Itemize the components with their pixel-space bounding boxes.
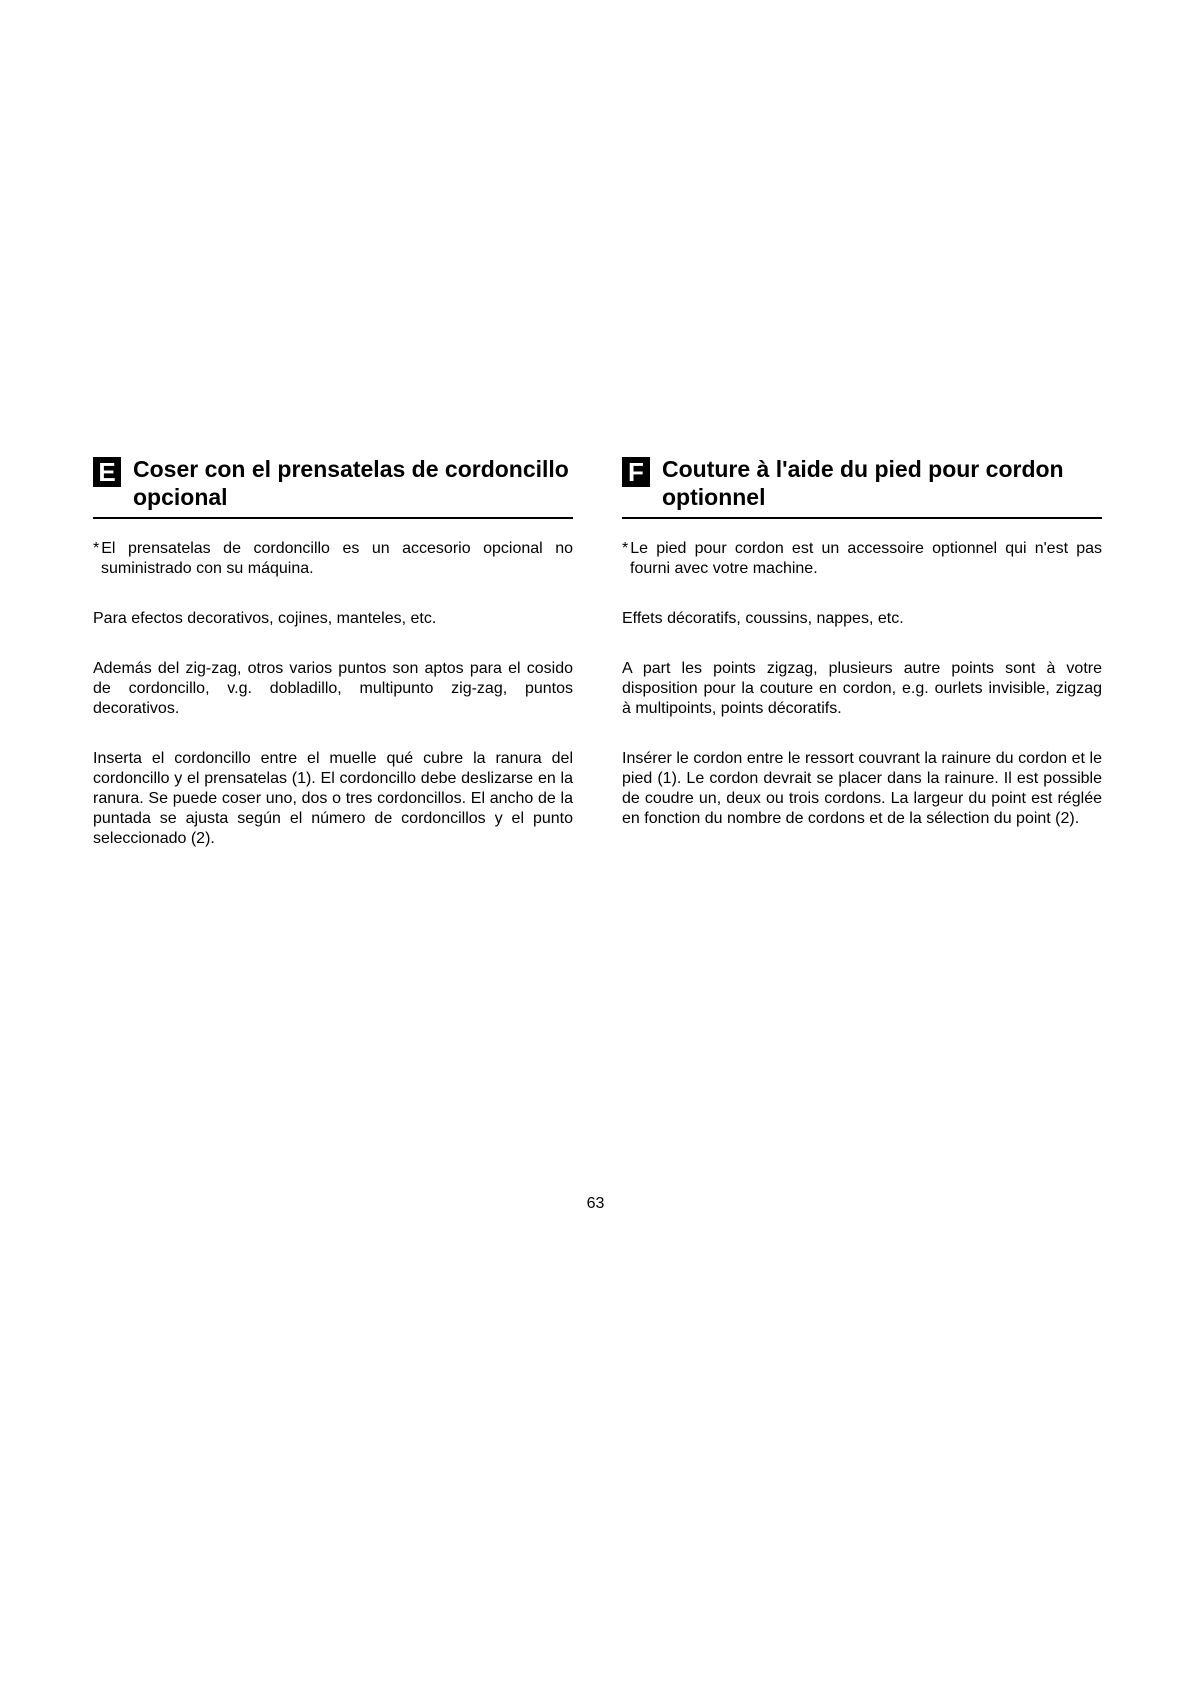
spanish-note-text: El prensatelas de cordoncillo es un accesorio opcional no suministrado con su máquina.	[101, 540, 573, 577]
spanish-paragraph-3: Inserta el cordoncillo entre el muelle qué cubre la ranura del cordoncillo y el prensatelas (1). El cordoncillo debe deslizarse en la ranura. Se puede coser uno, dos o tres cordoncillos. El ancho de la puntada se ajusta según el número de cordoncillos y el punto seleccionado (2).	[93, 750, 573, 847]
french-note-text: Le pied pour cordon est un accessoire optionnel qui n'est pas fourni avec votre machine.	[630, 540, 1102, 577]
page-number: 63	[586, 1195, 605, 1212]
spanish-title: Coser con el prensatelas de cordoncillo opcional	[133, 456, 569, 510]
french-paragraph-2: A part les points zigzag, plusieurs autre points sont à votre disposition pour la couture en cordon, e.g. ourlets invisible, zigzag à multipoints, points décoratifs.	[622, 660, 1102, 717]
spanish-section	[93, 455, 573, 865]
french-note	[622, 539, 1102, 579]
spanish-paragraph-2: Además del zig-zag, otros varios puntos son aptos para el cosido de cordoncillo, v.g. dobladillo, multipunto zig-zag, puntos decorativos.	[93, 660, 573, 717]
french-section	[622, 455, 1102, 845]
french-paragraph-3: Insérer le cordon entre le ressort couvrant la rainure du cordon et le pied (1). Le cordon devrait se placer dans la rainure. Il est possible de coudre un, deux ou trois cordons. La largeur du point est réglée en fonction du nombre de cordons et de la sélection du point (2).	[622, 750, 1102, 827]
language-badge-f: F	[622, 457, 650, 487]
asterisk-marker: *	[93, 540, 100, 557]
language-badge-e: E	[93, 457, 121, 487]
spanish-paragraph-1: Para efectos decorativos, cojines, manteles, etc.	[93, 610, 437, 627]
asterisk-marker: *	[622, 540, 629, 557]
french-heading	[622, 455, 1102, 519]
french-title: Couture à l'aide du pied pour cordon optionnel	[662, 456, 1064, 510]
french-paragraph-1: Effets décoratifs, coussins, nappes, etc.	[622, 610, 904, 627]
spanish-heading	[93, 455, 573, 519]
spanish-note	[93, 539, 573, 579]
